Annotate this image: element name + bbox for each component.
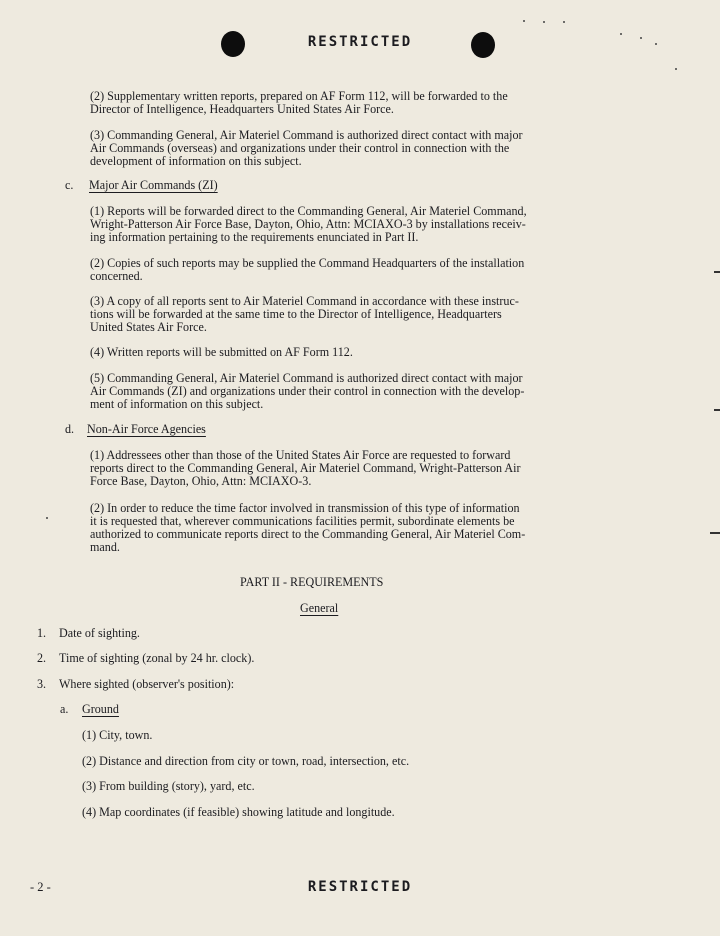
scan-speck [655,43,657,45]
text-line: Air Commands (ZI) and organizations under their control in connection with the develop- [90,384,525,398]
scan-speck [46,517,48,519]
text-line: mand. [90,540,120,554]
ground-item-3: (3) From building (story), yard, etc. [82,779,255,793]
text-line: Force Base, Dayton, Ohio, Attn: MCIAXO-3. [90,474,312,488]
scan-speck [543,21,545,23]
ground-item-2: (2) Distance and direction from city or town, road, intersection, etc. [82,754,410,768]
text-line: (2) Supplementary written reports, prepared on AF Form 112, will be forwarded to the [90,89,508,103]
text-line: development of information on this subject. [90,154,302,168]
text-line: (2) In order to reduce the time factor involved in transmission of this type of information [90,501,520,515]
text-line: ing information pertaining to the requirements enunciated in Part II. [90,230,419,244]
text-line: tions will be forwarded at the same time to the Director of Intelligence, Headquarters [90,307,502,321]
edge-mark [710,532,720,534]
text-line: United States Air Force. [90,320,207,334]
text-line: Wright-Patterson Air Force Base, Dayton, Ohio, Attn: MCIAXO-3 by installations receiv- [90,217,526,231]
general-heading: General [300,601,339,615]
req-2-number: 2. [37,651,47,665]
text-line: Director of Intelligence, Headquarters United States Air Force. [90,102,394,116]
text-line: (1) Addressees other than those of the United States Air Force are requested to forward [90,448,511,462]
scan-speck [640,37,642,39]
text-line: reports direct to the Commanding General, Air Materiel Command, Wright-Patterson Air [90,461,521,475]
req-3-text: Where sighted (observer's position): [59,677,235,691]
edge-mark [714,409,720,411]
req-3-number: 3. [37,677,47,691]
section-c-heading: Major Air Commands (ZI) [89,178,218,192]
classification-header: RESTRICTED [307,34,413,50]
ground-item-1: (1) City, town. [82,728,153,742]
scan-speck [563,21,565,23]
text-line: (2) Copies of such reports may be supplied the Command Headquarters of the installation [90,256,525,270]
edge-mark [714,271,720,273]
section-d-heading: Non-Air Force Agencies [87,422,206,436]
part-title: PART II - REQUIREMENTS [240,575,384,589]
text-line: (1) Reports will be forwarded direct to the Commanding General, Air Materiel Command, [90,204,527,218]
classification-footer: RESTRICTED [307,879,413,895]
section-d-label: d. [65,422,75,436]
section-a-label: a. [60,702,69,716]
req-1-number: 1. [37,626,47,640]
section-a-heading: Ground [82,702,119,716]
text-line: ment of information on this subject. [90,397,264,411]
section-c-label: c. [65,178,74,192]
text-line: it is requested that, wherever communications facilities permit, subordinate elements be [90,514,515,528]
text-line: concerned. [90,269,143,283]
text-line: authorized to communicate reports direct to the Commanding General, Air Materiel Com- [90,527,526,541]
text-line: Air Commands (overseas) and organizations under their control in connection with the [90,141,510,155]
text-line: (5) Commanding General, Air Materiel Command is authorized direct contact with major [90,371,523,385]
text-line: (3) A copy of all reports sent to Air Materiel Command in accordance with these instruc- [90,294,519,308]
text-line: (3) Commanding General, Air Materiel Command is authorized direct contact with major [90,128,523,142]
scan-speck [620,33,622,35]
ground-item-4: (4) Map coordinates (if feasible) showing latitude and longitude. [82,805,395,819]
req-2-text: Time of sighting (zonal by 24 hr. clock). [59,651,255,665]
page-number: - 2 - [30,880,51,894]
req-1-text: Date of sighting. [59,626,140,640]
text-line: (4) Written reports will be submitted on AF Form 112. [90,345,353,359]
scan-speck [675,68,677,70]
scan-speck [523,20,525,22]
